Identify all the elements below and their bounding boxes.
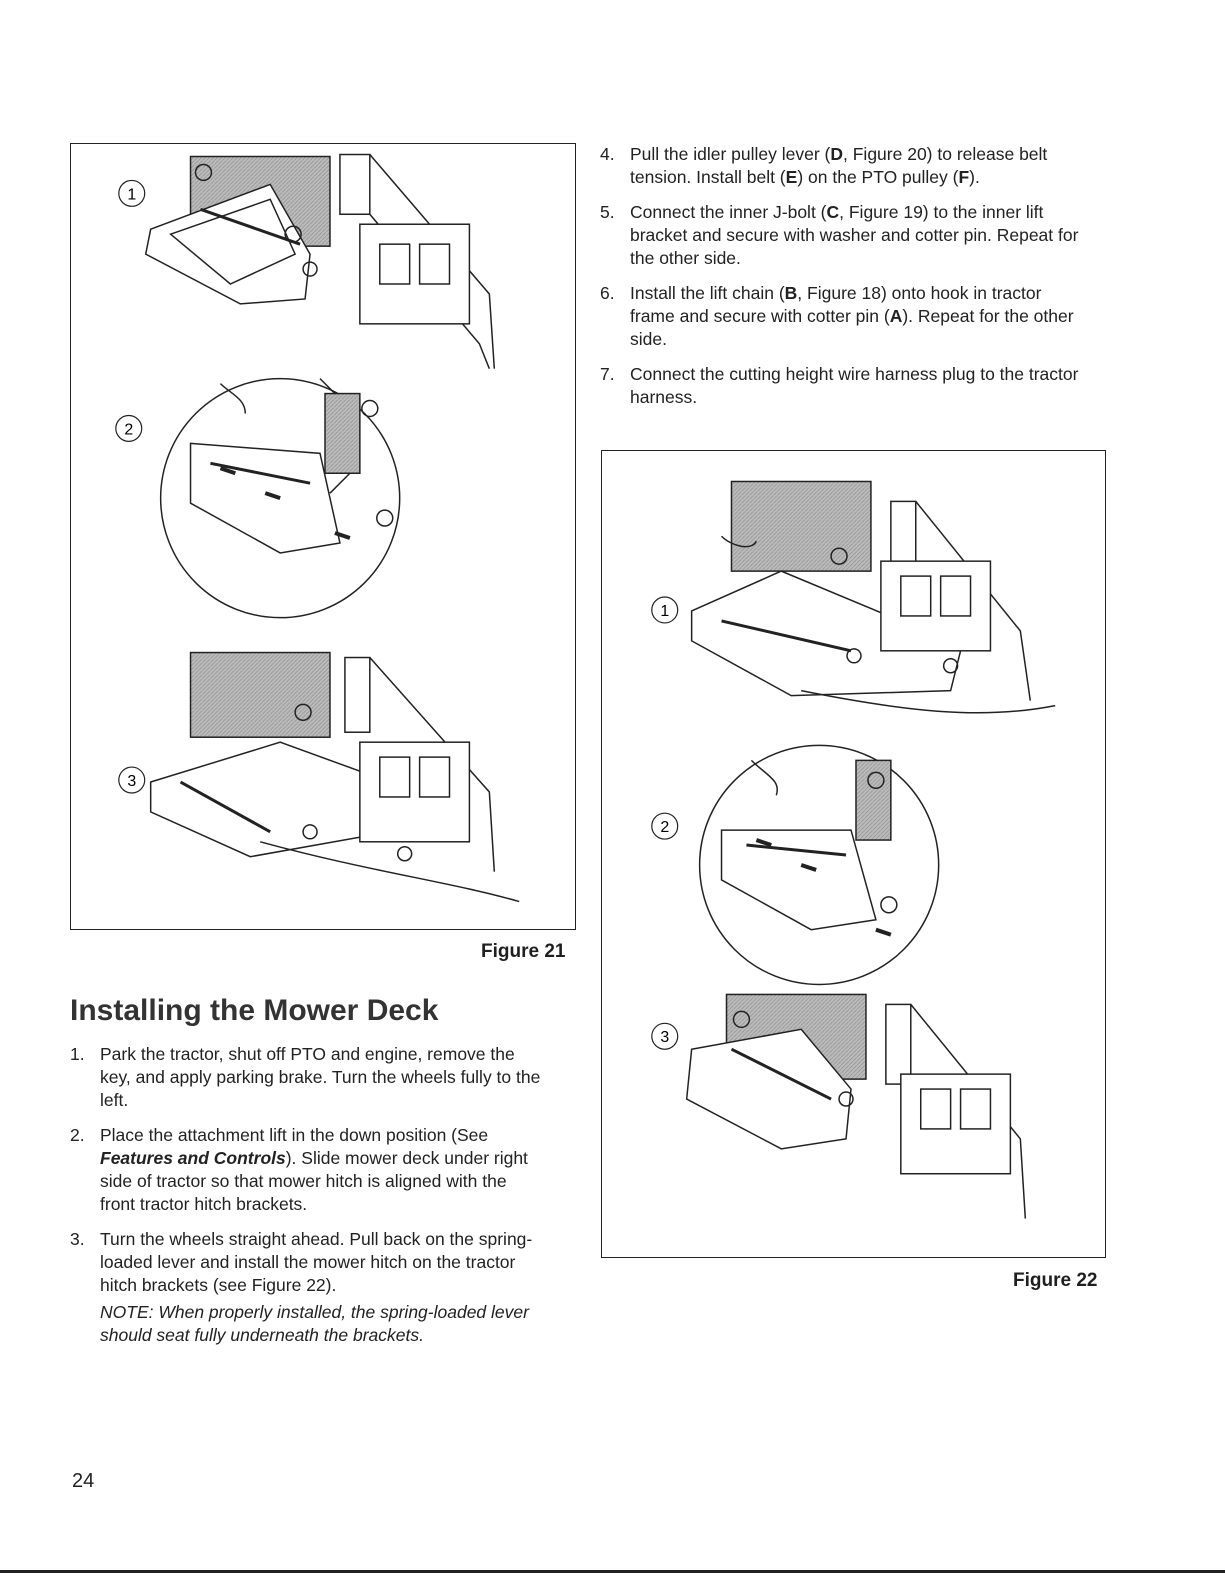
letter-label: F [958, 167, 970, 187]
page-number: 24 [72, 1470, 95, 1492]
figure-22 [601, 450, 1106, 1258]
figure-22-panel-2 [700, 745, 939, 984]
step-number: 2. [70, 1125, 85, 1145]
figure-21-callout-2: 2 [124, 421, 134, 439]
step-text-post: ). Slide mower deck under right side of tractor so that mower hitch is aligned with the front tractor hitch brackets. [100, 1148, 528, 1214]
step-text: ). [969, 167, 980, 187]
letter-label: C [826, 202, 840, 222]
step-text: ) on the PTO pulley ( [797, 167, 959, 187]
figure-22-callout-1: 1 [660, 602, 670, 620]
step-text: Connect the inner J-bolt ( [630, 202, 827, 222]
step-2 [70, 1124, 545, 1216]
figure-21-caption: Figure 21 [481, 941, 566, 962]
installation-note: NOTE: When properly installed, the spring-loaded lever should seat fully underneath the brackets. [100, 1302, 529, 1345]
step-number: 3. [70, 1229, 85, 1249]
steps-list-left [70, 1043, 545, 1309]
letter-label: E [785, 167, 798, 187]
figure-21-callouts [116, 180, 145, 793]
figure-21-panel-3 [151, 653, 520, 902]
figure-21 [70, 143, 576, 930]
letter-label: B [784, 283, 798, 303]
step-4 [600, 143, 1090, 189]
step-7 [600, 363, 1090, 409]
figure-22-panel-1 [692, 481, 1056, 712]
step-text: Turn the wheels straight ahead. Pull back on the spring-loaded lever and install the mower hitch on the tractor hitch brackets (see Figure 22). [100, 1229, 533, 1295]
step-number: 7. [600, 364, 615, 384]
step-text: Connect the cutting height wire harness plug to the tractor harness. [630, 364, 1079, 407]
section-heading: Installing the Mower Deck [70, 994, 439, 1027]
figure-22-callout-2: 2 [660, 819, 670, 837]
step-text: , Figure 20) to release belt tension. Install belt ( [630, 144, 1048, 187]
step-number: 4. [600, 144, 615, 164]
figure-21-panel-2 [161, 379, 400, 618]
step-3 [70, 1228, 545, 1297]
bottom-rule [0, 1570, 1225, 1573]
step-text: Pull the idler pulley lever ( [630, 144, 831, 164]
step-text: ). Repeat for the other side. [630, 306, 1074, 349]
letter-label: A [889, 306, 903, 326]
step-number: 5. [600, 202, 615, 222]
step-1 [70, 1043, 545, 1112]
step-number: 6. [600, 283, 615, 303]
step-text-emphasis: Features and Controls [100, 1148, 286, 1168]
figure-22-callout-3: 3 [660, 1029, 670, 1047]
step-6 [600, 282, 1090, 351]
letter-label: D [830, 144, 844, 164]
step-number: 1. [70, 1044, 85, 1064]
step-text: , Figure 19) to the inner lift bracket and secure with washer and cotter pin. Repeat for the other side. [630, 202, 1079, 268]
step-text: Install the lift chain ( [630, 283, 785, 303]
figure-22-caption: Figure 22 [1013, 1270, 1098, 1291]
step-5 [600, 201, 1090, 270]
step-text-pre: Place the attachment lift in the down position (See [100, 1125, 489, 1145]
figure-21-callout-1: 1 [127, 186, 137, 204]
figure-22-illustration [602, 451, 1105, 1257]
figure-21-callout-3: 3 [127, 773, 137, 791]
step-text: , Figure 18) onto hook in tractor frame and secure with cotter pin ( [630, 283, 1042, 326]
step-text: Park the tractor, shut off PTO and engine, remove the key, and apply parking brake. Turn the wheels fully to the left. [100, 1044, 541, 1110]
figure-22-panel-3 [687, 994, 1026, 1218]
steps-list-right [600, 143, 1090, 421]
figure-21-panel-1 [146, 155, 495, 369]
figure-21-illustration [71, 144, 575, 929]
